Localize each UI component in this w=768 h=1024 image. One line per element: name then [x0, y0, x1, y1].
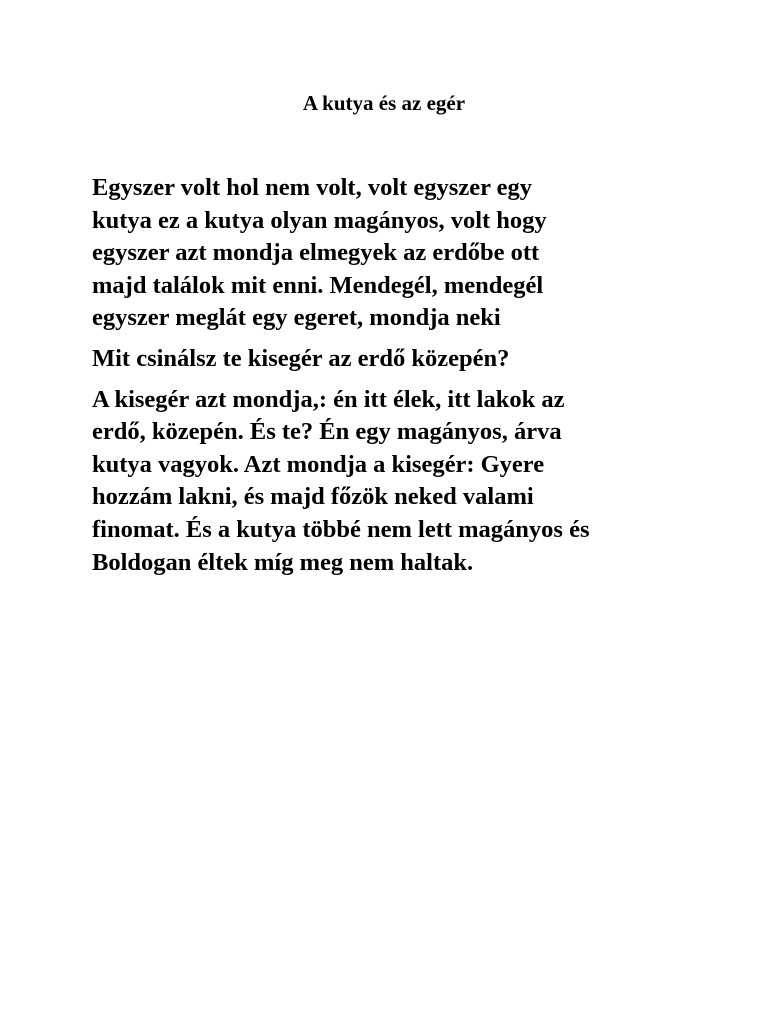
text-line: majd találok mit enni. Mendegél, mendegél: [92, 271, 544, 299]
text-line: Boldogan éltek míg meg nem haltak.: [92, 548, 474, 576]
text-line: hozzám lakni, és majd főzök neked valami: [92, 483, 534, 511]
text-line: egyszer azt mondja elmegyek az erdőbe ott: [92, 239, 540, 267]
text-line: kutya ez a kutya olyan magányos, volt hogy: [92, 206, 547, 234]
paragraph-3: [92, 384, 692, 580]
story-body: [92, 172, 692, 579]
text-line: egyszer meglát egy egeret, mondja neki: [92, 304, 501, 332]
paragraph-1: [92, 172, 692, 335]
text-line: Mit csinálsz te kisegér az erdő közepén?: [92, 344, 510, 372]
text-line: A kisegér azt mondja,: én itt élek, itt lakok az: [92, 385, 565, 413]
text-line: erdő, közepén. És te? Én egy magányos, árva: [92, 418, 562, 446]
text-line: kutya vagyok. Azt mondja a kisegér: Gyere: [92, 450, 545, 478]
text-line: finomat. És a kutya többé nem lett magányos és: [92, 515, 590, 543]
paragraph-2: [92, 343, 692, 376]
text-line: Egyszer volt hol nem volt, volt egyszer egy: [92, 174, 533, 201]
document-title: A kutya és az egér: [302, 91, 466, 115]
